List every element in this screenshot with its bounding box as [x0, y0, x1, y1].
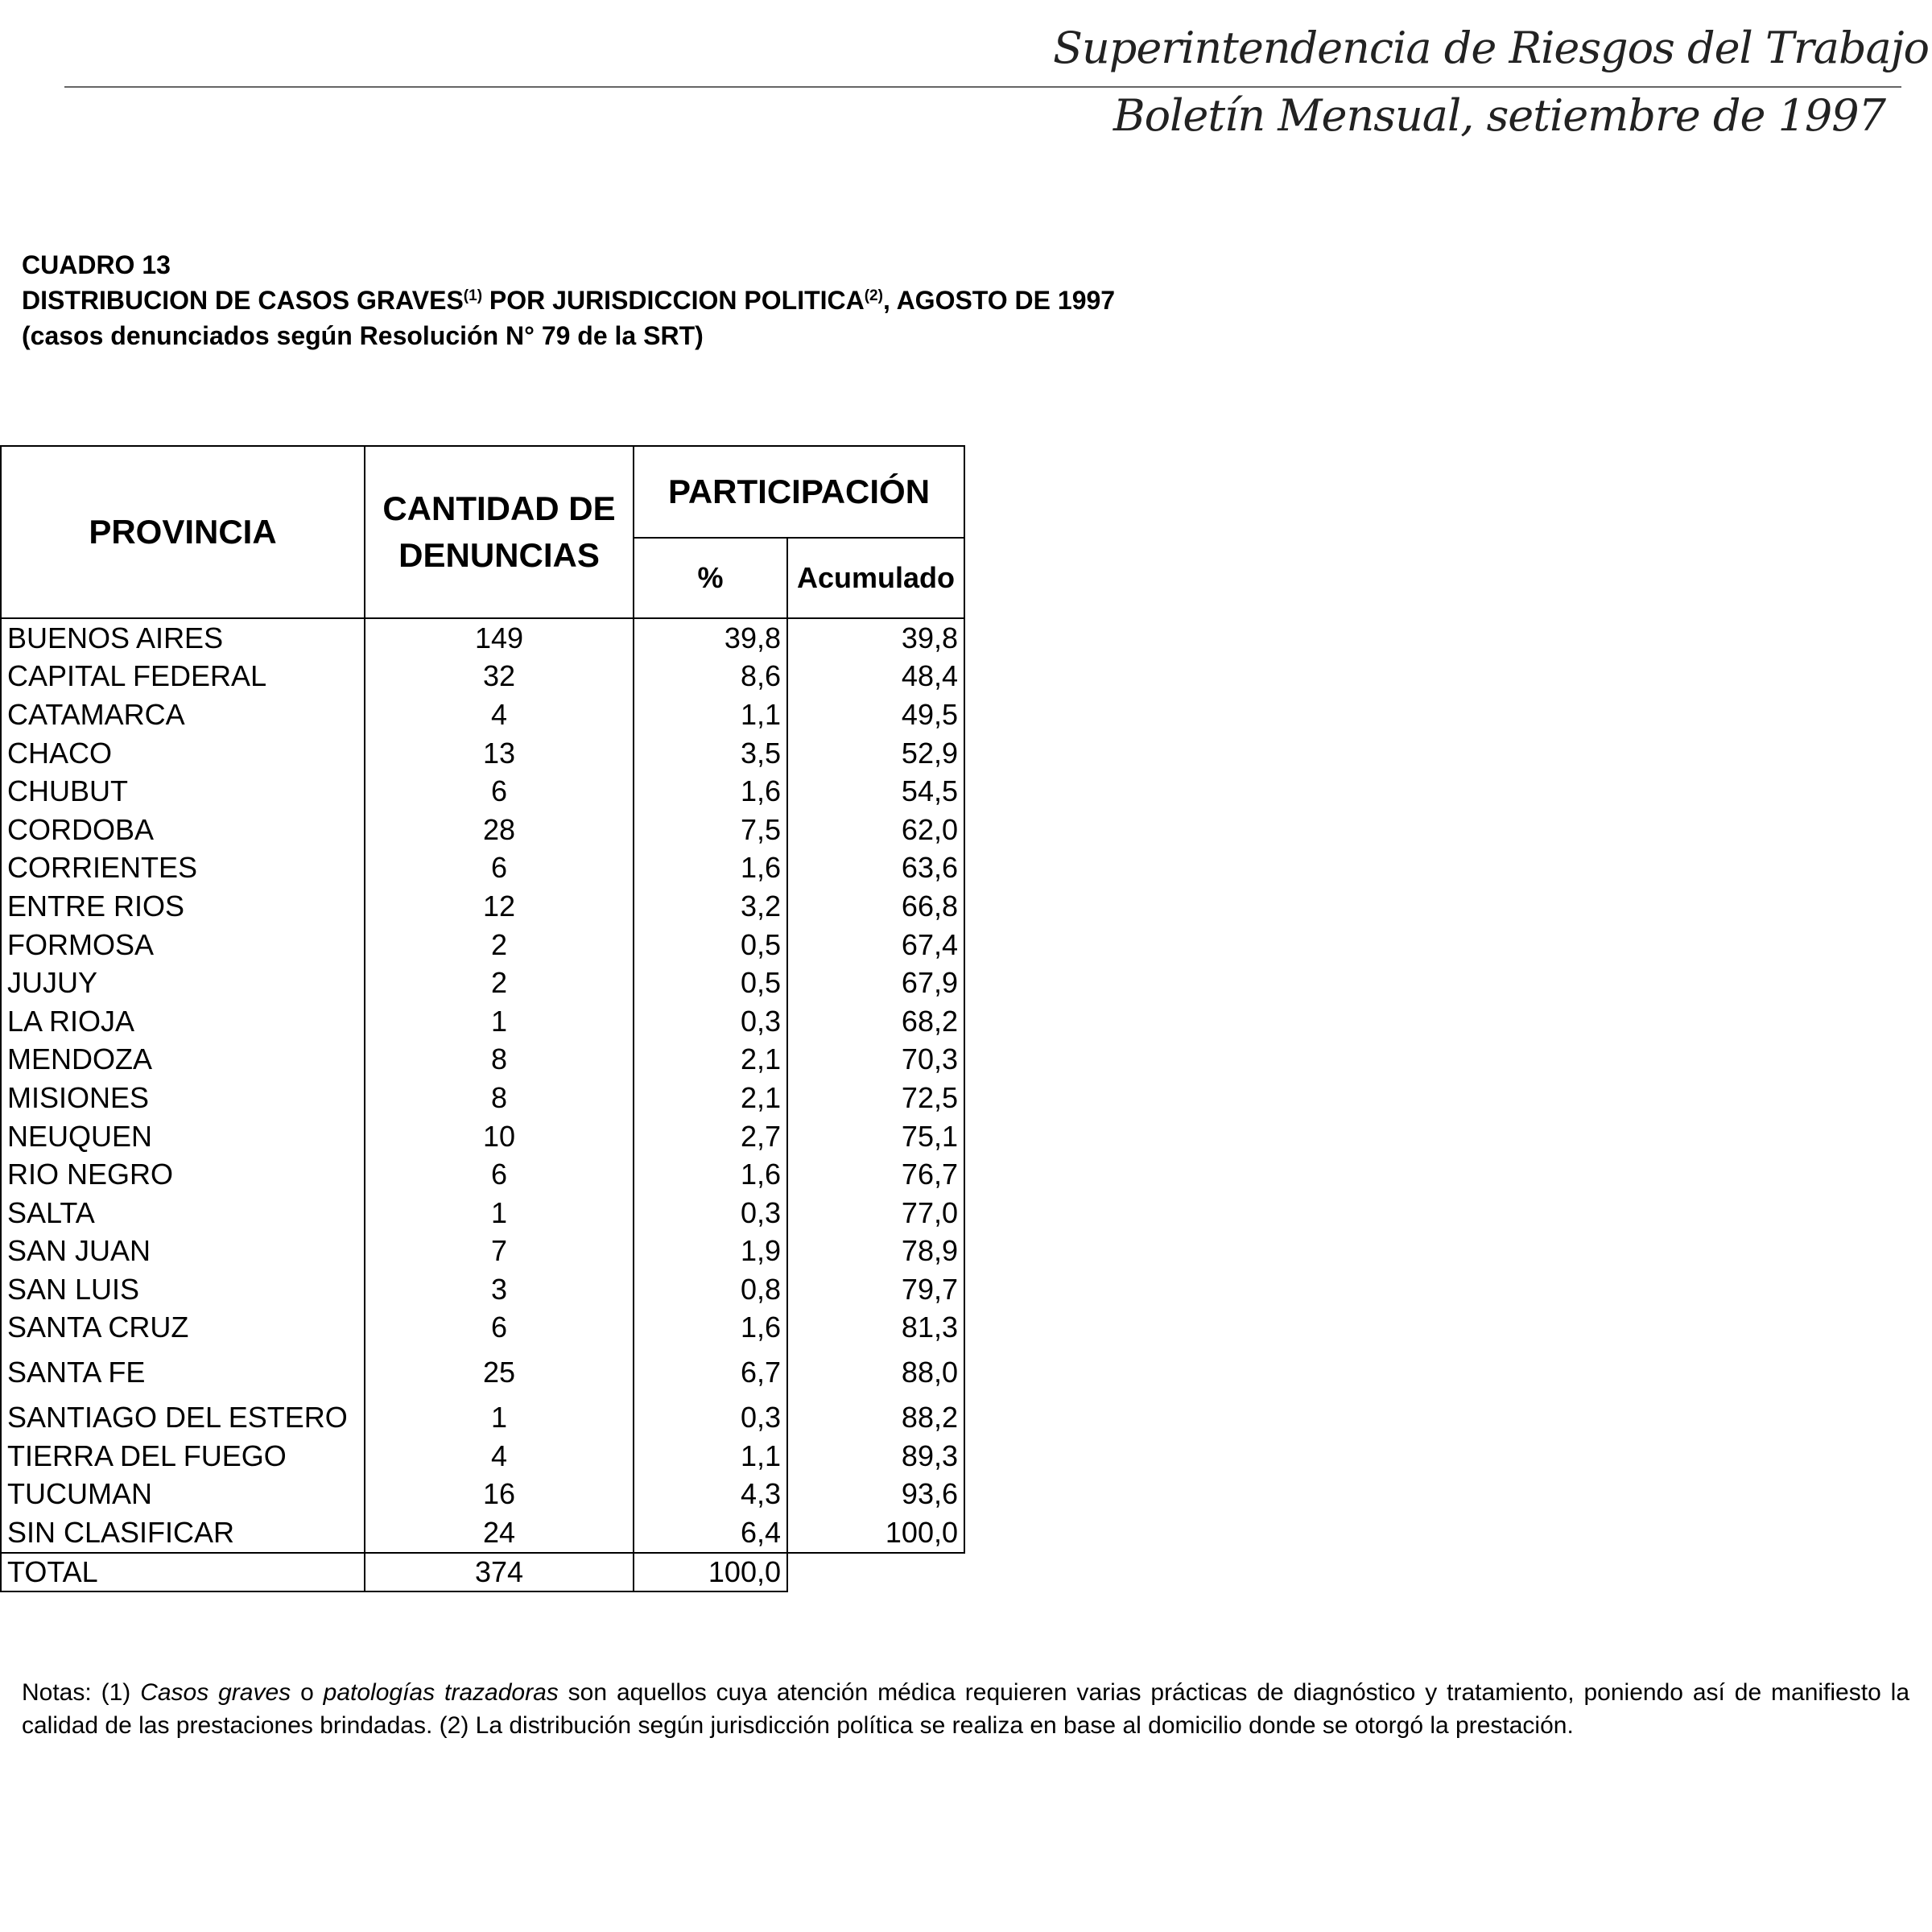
table-row: [1, 1475, 964, 1513]
table-row: [1, 1232, 964, 1271]
cell-acumulado: 78,9: [787, 1232, 964, 1271]
cell-pct: 1,6: [634, 1155, 787, 1194]
cell-cantidad: 4: [365, 1437, 634, 1476]
cell-acumulado: 100,0: [787, 1513, 964, 1553]
footnote-ref-2: (2): [864, 287, 883, 304]
cell-provincia: SAN JUAN: [1, 1232, 365, 1271]
caption-title-part3: , AGOSTO DE 1997: [882, 286, 1116, 315]
caption-title: [22, 283, 1115, 318]
footnote-ref-1: (1): [463, 287, 483, 304]
cell-acumulado: 54,5: [787, 772, 964, 811]
table-row: [1, 1437, 964, 1476]
cell-provincia: SANTA CRUZ: [1, 1309, 365, 1348]
cell-provincia: SAN LUIS: [1, 1270, 365, 1309]
cell-pct: 0,3: [634, 1002, 787, 1041]
cell-cantidad: 1: [365, 1194, 634, 1232]
header-rule: [64, 86, 1901, 88]
table-row: [1, 1270, 964, 1309]
cell-provincia: RIO NEGRO: [1, 1155, 365, 1194]
cell-provincia: ENTRE RIOS: [1, 887, 365, 926]
total-cantidad: 374: [365, 1553, 634, 1591]
total-row: [1, 1553, 964, 1591]
distribution-table: [0, 445, 965, 1592]
cell-pct: 6,7: [634, 1347, 787, 1398]
table-row: [1, 849, 964, 888]
cell-provincia: SALTA: [1, 1194, 365, 1232]
cell-pct: 39,8: [634, 618, 787, 658]
cell-pct: 1,1: [634, 696, 787, 734]
cell-provincia: CHACO: [1, 734, 365, 773]
cell-cantidad: 3: [365, 1270, 634, 1309]
cell-acumulado: 52,9: [787, 734, 964, 773]
cell-cantidad: 149: [365, 618, 634, 658]
cell-cantidad: 2: [365, 964, 634, 1002]
cell-cantidad: 6: [365, 849, 634, 888]
cell-cantidad: 28: [365, 811, 634, 849]
caption-title-part2: POR JURISDICCION POLITICA: [482, 286, 865, 315]
cell-pct: 1,9: [634, 1232, 787, 1271]
cell-pct: 1,6: [634, 849, 787, 888]
cell-acumulado: 70,3: [787, 1041, 964, 1080]
cell-provincia: CATAMARCA: [1, 696, 365, 734]
table-row: [1, 1041, 964, 1080]
cell-pct: 2,1: [634, 1079, 787, 1117]
table-row: [1, 1155, 964, 1194]
table-row: [1, 1398, 964, 1437]
table-row: [1, 1194, 964, 1232]
table-caption: [22, 247, 1115, 353]
cell-pct: 0,3: [634, 1398, 787, 1437]
header-cantidad-line2: DENUNCIAS: [398, 536, 600, 574]
header-participacion: PARTICIPACIÓN: [634, 446, 964, 538]
table-row: [1, 1309, 964, 1348]
cell-pct: 0,8: [634, 1270, 787, 1309]
cell-pct: 0,3: [634, 1194, 787, 1232]
table-row: [1, 696, 964, 734]
cell-provincia: FORMOSA: [1, 926, 365, 964]
cell-acumulado: 68,2: [787, 1002, 964, 1041]
caption-subtitle: (casos denunciados según Resolución N° 79 de la SRT): [22, 321, 704, 350]
cell-acumulado: 79,7: [787, 1270, 964, 1309]
header-cantidad: [365, 446, 634, 618]
cell-acumulado: 66,8: [787, 887, 964, 926]
cell-pct: 3,5: [634, 734, 787, 773]
cell-provincia: TIERRA DEL FUEGO: [1, 1437, 365, 1476]
notes-term-patologias: patologías trazadoras: [323, 1679, 559, 1706]
cell-cantidad: 8: [365, 1079, 634, 1117]
table-row: [1, 887, 964, 926]
caption-number: CUADRO 13: [22, 250, 171, 279]
cell-pct: 1,6: [634, 772, 787, 811]
cell-provincia: LA RIOJA: [1, 1002, 365, 1041]
cell-acumulado: 76,7: [787, 1155, 964, 1194]
caption-title-part1: DISTRIBUCION DE CASOS GRAVES: [22, 286, 464, 315]
cell-provincia: SANTIAGO DEL ESTERO: [1, 1398, 365, 1437]
table-row: [1, 1079, 964, 1117]
table-row: [1, 811, 964, 849]
cell-acumulado: 62,0: [787, 811, 964, 849]
cell-pct: 2,1: [634, 1041, 787, 1080]
cell-provincia: NEUQUEN: [1, 1117, 365, 1156]
table-row: [1, 734, 964, 773]
bulletin-title: Boletín Mensual, setiembre de 1997: [1113, 90, 1885, 141]
cell-acumulado: 49,5: [787, 696, 964, 734]
notes-conjunction: o: [291, 1679, 324, 1706]
cell-pct: 0,5: [634, 926, 787, 964]
table-row: [1, 1002, 964, 1041]
table-row: [1, 926, 964, 964]
notes-term-casos-graves: Casos graves: [140, 1679, 291, 1706]
cell-acumulado: 67,4: [787, 926, 964, 964]
cell-acumulado: 88,2: [787, 1398, 964, 1437]
cell-acumulado: 89,3: [787, 1437, 964, 1476]
cell-provincia: CAPITAL FEDERAL: [1, 658, 365, 696]
cell-cantidad: 32: [365, 658, 634, 696]
cell-pct: 1,6: [634, 1309, 787, 1348]
cell-pct: 8,6: [634, 658, 787, 696]
cell-cantidad: 6: [365, 1155, 634, 1194]
cell-cantidad: 12: [365, 887, 634, 926]
table-row: [1, 658, 964, 696]
cell-cantidad: 16: [365, 1475, 634, 1513]
cell-cantidad: 13: [365, 734, 634, 773]
cell-provincia: CHUBUT: [1, 772, 365, 811]
cell-acumulado: 77,0: [787, 1194, 964, 1232]
table-row: [1, 1513, 964, 1553]
total-pct: 100,0: [634, 1553, 787, 1591]
notes-text: son aquellos cuya atención médica requieren varias prácticas de diagnóstico y tratamiento, poniendo así de manifiesto la calidad de las prestaciones brindadas. (2) La distribución según jurisdicción política se realiza en base al domicilio donde se otorgó la prestación.: [22, 1679, 1910, 1739]
cell-cantidad: 6: [365, 1309, 634, 1348]
header-cantidad-line1: CANTIDAD DE: [382, 489, 616, 527]
cell-provincia: CORRIENTES: [1, 849, 365, 888]
cell-pct: 1,1: [634, 1437, 787, 1476]
header-acumulado: Acumulado: [787, 538, 964, 618]
cell-provincia: TUCUMAN: [1, 1475, 365, 1513]
cell-provincia: MENDOZA: [1, 1041, 365, 1080]
cell-provincia: BUENOS AIRES: [1, 618, 365, 658]
cell-pct: 3,2: [634, 887, 787, 926]
table-body: [1, 618, 964, 1553]
header-provincia: PROVINCIA: [1, 446, 365, 618]
organization-name: Superintendencia de Riesgos del Trabajo: [1052, 23, 1929, 73]
notes-prefix: Notas: (1): [22, 1679, 141, 1706]
cell-acumulado: 39,8: [787, 618, 964, 658]
cell-cantidad: 25: [365, 1347, 634, 1398]
cell-cantidad: 24: [365, 1513, 634, 1553]
table-row: [1, 964, 964, 1002]
cell-acumulado: 48,4: [787, 658, 964, 696]
cell-cantidad: 8: [365, 1041, 634, 1080]
cell-provincia: SANTA FE: [1, 1347, 365, 1398]
cell-cantidad: 1: [365, 1398, 634, 1437]
table-row: [1, 1117, 964, 1156]
cell-acumulado: 81,3: [787, 1309, 964, 1348]
cell-provincia: SIN CLASIFICAR: [1, 1513, 365, 1553]
cell-acumulado: 72,5: [787, 1079, 964, 1117]
cell-provincia: CORDOBA: [1, 811, 365, 849]
cell-pct: 6,4: [634, 1513, 787, 1553]
cell-acumulado: 93,6: [787, 1475, 964, 1513]
cell-pct: 2,7: [634, 1117, 787, 1156]
cell-acumulado: 88,0: [787, 1347, 964, 1398]
cell-pct: 7,5: [634, 811, 787, 849]
cell-pct: 4,3: [634, 1475, 787, 1513]
total-label: TOTAL: [1, 1553, 365, 1591]
cell-provincia: JUJUY: [1, 964, 365, 1002]
cell-cantidad: 4: [365, 696, 634, 734]
cell-acumulado: 67,9: [787, 964, 964, 1002]
cell-cantidad: 10: [365, 1117, 634, 1156]
cell-pct: 0,5: [634, 964, 787, 1002]
table-row: [1, 1347, 964, 1398]
cell-cantidad: 2: [365, 926, 634, 964]
cell-cantidad: 7: [365, 1232, 634, 1271]
cell-acumulado: 75,1: [787, 1117, 964, 1156]
table-row: [1, 618, 964, 658]
cell-cantidad: 1: [365, 1002, 634, 1041]
total-empty-cell: [787, 1553, 964, 1591]
header-pct: %: [634, 538, 787, 618]
cell-provincia: MISIONES: [1, 1079, 365, 1117]
table-row: [1, 772, 964, 811]
cell-cantidad: 6: [365, 772, 634, 811]
footnotes: [22, 1676, 1909, 1742]
cell-acumulado: 63,6: [787, 849, 964, 888]
